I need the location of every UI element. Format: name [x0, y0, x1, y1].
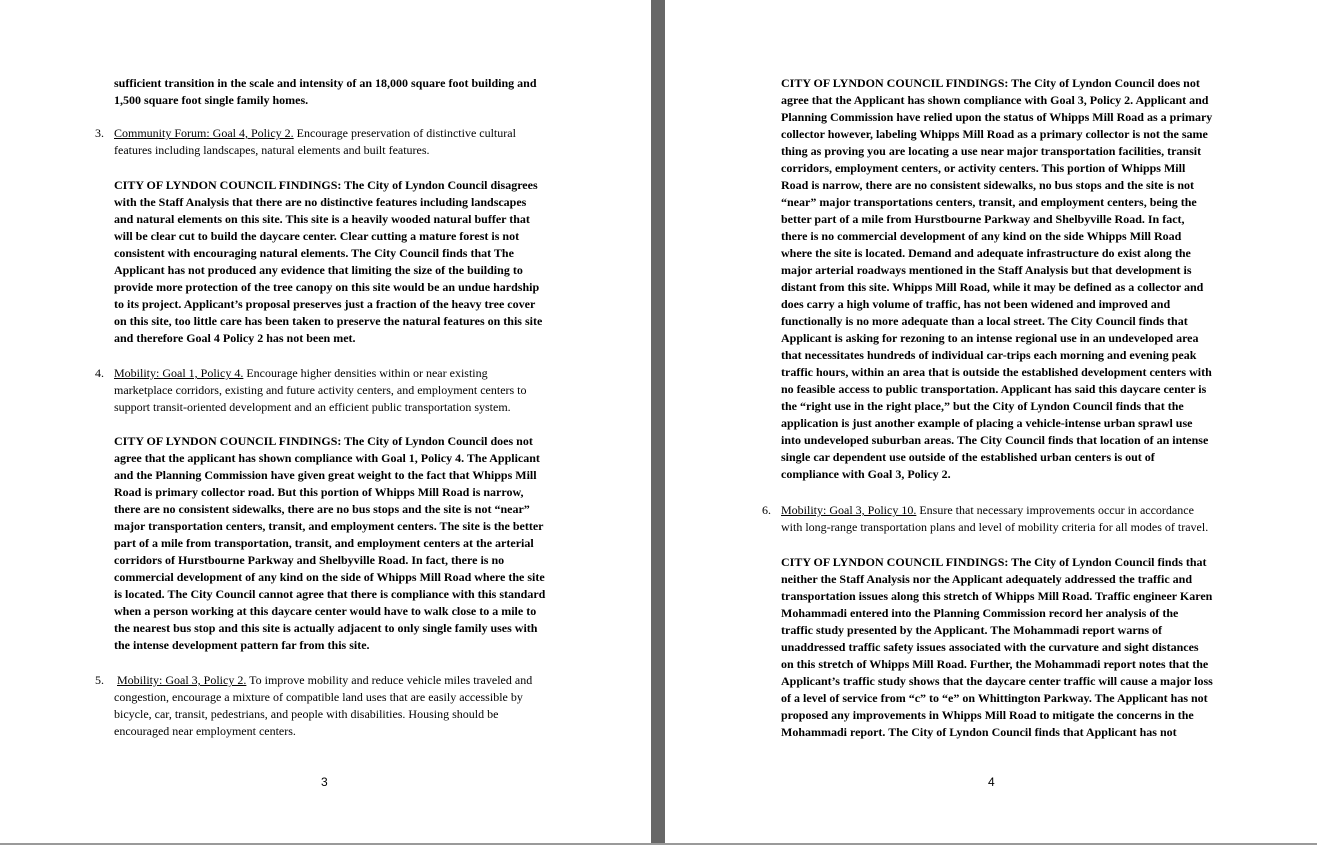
- text-line: consistent with encouraging natural elements. The City Council finds that The: [114, 246, 514, 260]
- text-line: congestion, encourage a mixture of compatible land uses that are easily accessible by: [114, 690, 523, 704]
- text-line: bicycle, car, transit, pedestrians, and people with disabilities. Housing should be: [114, 707, 499, 721]
- text-line: distant from this site. Whipps Mill Road, while it may be defined as a collector and: [781, 280, 1204, 294]
- text-line: Applicant’s traffic study shows that the daycare center traffic will cause a major loss: [781, 674, 1213, 688]
- text-line: when a person working at this daycare center would have to walk close to a mile to: [114, 604, 537, 618]
- text-line: [781, 502, 1208, 519]
- page-gutter: [651, 0, 665, 845]
- text-line: corridors of Hurstbourne Parkway and Shelbyville Road. In fact, there is no: [114, 553, 505, 567]
- text-line: Road is narrow, there are no consistent sidewalks, no bus stops and the site is not: [781, 178, 1195, 192]
- text-line: CITY OF LYNDON COUNCIL FINDINGS: The City of Lyndon Council does not: [114, 434, 533, 448]
- text-line: traffic study presented by the Applicant. The Mohammadi report warns of: [781, 623, 1162, 637]
- text-line: there is no commercial development of any kind on the side Whipps Mill Road: [781, 229, 1182, 243]
- text-line: Road is primary collector road. But this portion of Whipps Mill Road is narrow,: [114, 485, 524, 499]
- policy-list-item: [95, 125, 516, 159]
- text-line: CITY OF LYNDON COUNCIL FINDINGS: The City of Lyndon Council does not: [781, 76, 1200, 90]
- document-page-4: [665, 0, 1317, 843]
- text-line: commercial development of any kind on the side of Whipps Mill Road where the site: [114, 570, 545, 584]
- text-line: and therefore Goal 4 Policy 2 has not been met.: [114, 331, 356, 345]
- text-line: Mohammadi entered into the Planning Commission record her analysis of the: [781, 606, 1179, 620]
- text-line: marketplace corridors, existing and future activity centers, and employment centers to: [114, 383, 527, 397]
- text-line: application is just another example of placing a vehicle-intense urban sprawl use: [781, 416, 1193, 430]
- text-line: [114, 125, 516, 142]
- text-line: no feasible access to public transportation. Applicant has said this daycare center is: [781, 382, 1207, 396]
- council-findings-paragraph: [114, 177, 542, 347]
- text-line: to its project. Applicant’s proposal preserves just a fraction of the heavy tree cover: [114, 297, 536, 311]
- text-line: the intense development pattern far from this site.: [114, 638, 370, 652]
- text-line: the “right use in the right place,” but the City of Lyndon Council finds that the: [781, 399, 1184, 413]
- policy-heading: Mobility: Goal 1, Policy 4.: [114, 366, 244, 380]
- text-line: better part of a mile from Hurstbourne Parkway and Shelbyville Road. In fact,: [781, 212, 1185, 226]
- text-line: transportation issues along this stretch of Whipps Mill Road. Traffic engineer Karen: [781, 589, 1213, 603]
- page-number: 3: [321, 775, 328, 789]
- council-findings-paragraph: [114, 75, 537, 109]
- text-line: CITY OF LYNDON COUNCIL FINDINGS: The City of Lyndon Council finds that: [781, 555, 1207, 569]
- text-line: into undeveloped suburban areas. The City Council finds that location of an intense: [781, 433, 1209, 447]
- list-number: 6.: [762, 503, 771, 517]
- text-line: and the Planning Commission have given great weight to the fact that Whipps Mill: [114, 468, 537, 482]
- text-line: thing as proving you are locating a use near major transportation facilities, transit: [781, 144, 1202, 158]
- text-line: is located. The City Council cannot agree that there is compliance with this standard: [114, 587, 546, 601]
- text-line: sufficient transition in the scale and intensity of an 18,000 square foot building and: [114, 76, 537, 90]
- text-line: support transit-oriented development and an efficient public transportation system.: [114, 400, 511, 414]
- page-number: 4: [988, 775, 995, 789]
- text-line: does carry a high volume of traffic, has not been widened and improved and: [781, 297, 1171, 311]
- text-line: Applicant is asking for rezoning to an intense regional use in an undeveloped area: [781, 331, 1199, 345]
- policy-text: To improve mobility and reduce vehicle miles traveled and: [246, 673, 533, 687]
- text-line: and natural elements on this site. This site is a heavily wooded natural buffer that: [114, 212, 530, 226]
- text-line: CITY OF LYNDON COUNCIL FINDINGS: The City of Lyndon Council disagrees: [114, 178, 538, 192]
- text-line: traffic hours, within an area that is outside the established development centers with: [781, 365, 1212, 379]
- text-line: features including landscapes, natural elements and built features.: [114, 143, 430, 157]
- text-line: on this site, too little care has been taken to preserve the natural features on this site: [114, 314, 543, 328]
- text-line: major arterial roadways mentioned in the Staff Analysis but that development is: [781, 263, 1192, 277]
- text-line: Mohammadi report. The City of Lyndon Council finds that Applicant has not: [781, 725, 1177, 739]
- policy-heading: Mobility: Goal 3, Policy 2.: [117, 673, 247, 687]
- text-line: on this stretch of Whipps Mill Road. Further, the Mohammadi report notes that the: [781, 657, 1209, 671]
- document-page-3: [0, 0, 651, 843]
- text-line: [114, 672, 532, 689]
- text-line: compliance with Goal 3, Policy 2.: [781, 467, 951, 481]
- text-line: 1,500 square foot single family homes.: [114, 93, 309, 107]
- text-line: agree that the applicant has shown compliance with Goal 1, Policy 4. The Applicant: [114, 451, 540, 465]
- text-line: the nearest bus stop and this site is actually adjacent to only single family uses with: [114, 621, 538, 635]
- list-number: 5.: [95, 673, 104, 687]
- text-line: encouraged near employment centers.: [114, 724, 296, 738]
- list-number: 4.: [95, 366, 104, 380]
- text-line: [114, 365, 527, 382]
- text-line: of a level of service from “c” to “e” on Whittington Parkway. The Applicant has not: [781, 691, 1208, 705]
- policy-list-item: [95, 672, 533, 740]
- text-line: “near” major transportations centers, transit, and employment centers, being the: [781, 195, 1197, 209]
- text-line: Planning Commission have relied upon the status of Whipps Mill Road as a primary: [781, 110, 1213, 124]
- policy-text: Encourage preservation of distinctive cultural: [293, 126, 516, 140]
- text-line: corridors, employment centers, or activity centers. This portion of Whipps Mill: [781, 161, 1186, 175]
- text-line: functionally is no more adequate than a local street. The City Council finds that: [781, 314, 1188, 328]
- text-line: there are no consistent sidewalks, there are no bus stops and the site is not “near”: [114, 502, 530, 516]
- text-line: neither the Staff Analysis nor the Applicant adequately addressed the traffic and: [781, 572, 1193, 586]
- text-line: with the Staff Analysis that there are no distinctive features including landscapes: [114, 195, 527, 209]
- text-line: unaddressed traffic safety issues associated with the curvature and sight distances: [781, 640, 1199, 654]
- council-findings-paragraph: [781, 75, 1212, 483]
- policy-text: Ensure that necessary improvements occur in accordance: [916, 503, 1194, 517]
- council-findings-paragraph: [114, 433, 545, 654]
- policy-text: Encourage higher densities within or near existing: [243, 366, 488, 380]
- list-number: 3.: [95, 126, 104, 140]
- council-findings-paragraph: [781, 554, 1213, 741]
- text-line: collector however, labeling Whipps Mill Road as a primary collector is not the same: [781, 127, 1208, 141]
- text-line: proposed any improvements in Whipps Mill Road to mitigate the concerns in the: [781, 708, 1194, 722]
- text-line: where the site is located. Demand and adequate infrastructure do exist along the: [781, 246, 1191, 260]
- policy-list-item: [762, 502, 1209, 536]
- text-line: that necessitates hundreds of individual car-trips each morning and evening peak: [781, 348, 1197, 362]
- policy-list-item: [95, 365, 527, 416]
- text-line: provide more protection of the tree canopy on this site would be an undue hardship: [114, 280, 540, 294]
- text-line: agree that the Applicant has shown compliance with Goal 3, Policy 2. Applicant and: [781, 93, 1209, 107]
- text-line: major transportation centers, transit, and employment centers. The site is the better: [114, 519, 544, 533]
- text-line: with long-range transportation plans and level of mobility criteria for all modes of travel.: [781, 520, 1209, 534]
- text-line: Applicant has not produced any evidence that limiting the size of the building to: [114, 263, 523, 277]
- policy-heading: Community Forum: Goal 4, Policy 2.: [114, 126, 294, 140]
- text-line: will be clear cut to build the daycare center. Clear cutting a mature forest is not: [114, 229, 520, 243]
- policy-heading: Mobility: Goal 3, Policy 10.: [781, 503, 917, 517]
- text-line: part of a mile from transportation, transit, and employment centers at the arterial: [114, 536, 534, 550]
- text-line: single car dependent use outside of the established urban centers is out of: [781, 450, 1155, 464]
